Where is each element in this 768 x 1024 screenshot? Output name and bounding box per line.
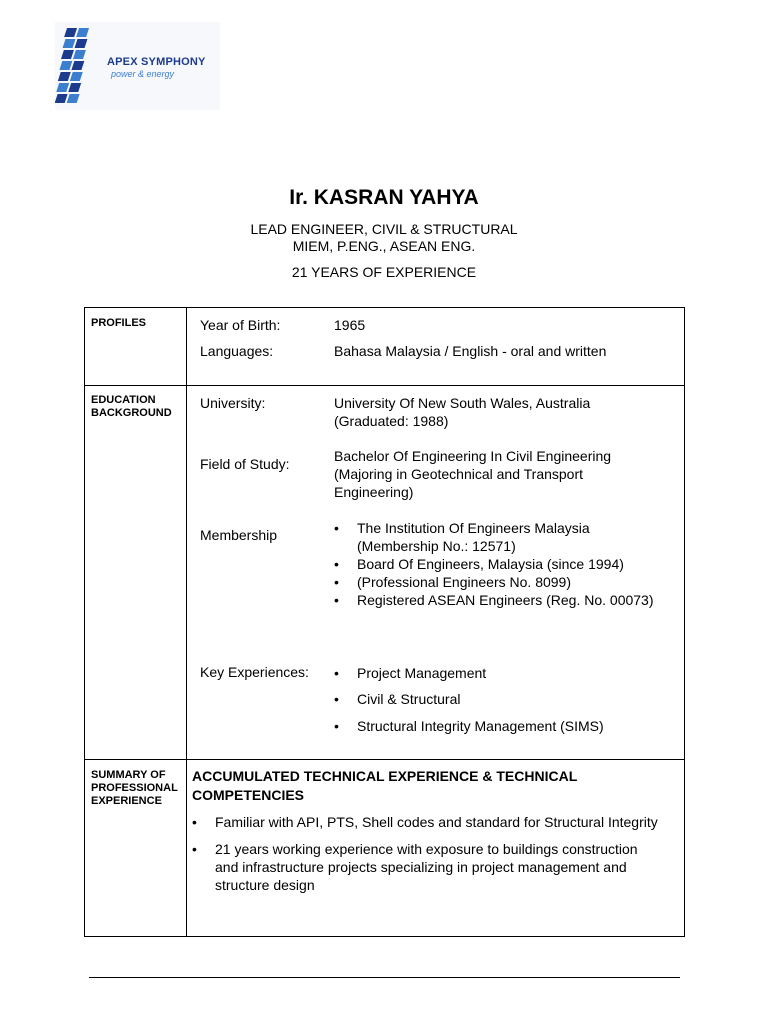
list-item: • Board Of Engineers, Malaysia (since 1994) [334, 555, 664, 573]
list-item: • Familiar with API, PTS, Shell codes and standard for Structural Integrity [192, 813, 662, 831]
languages-label: Languages: [200, 343, 274, 359]
list-item: • Structural Integrity Management (SIMS) [334, 717, 664, 735]
solar-panel-icon [55, 22, 115, 110]
university-label: University: [200, 395, 266, 411]
summary-heading: ACCUMULATED TECHNICAL EXPERIENCE & TECHNICAL COMPETENCIES [192, 768, 578, 803]
profile-table [84, 307, 685, 937]
list-item: • Civil & Structural [334, 690, 664, 708]
person-experience: 21 YEARS OF EXPERIENCE [291, 264, 477, 280]
membership-label: Membership [200, 527, 278, 543]
company-name: APEX SYMPHONY [107, 56, 206, 68]
person-credentials: MIEM, P.ENG., ASEAN ENG. [292, 238, 476, 254]
list-item: • Registered ASEAN Engineers (Reg. No. 00073) [334, 591, 664, 609]
person-name: Ir. KASRAN YAHYA [289, 186, 479, 209]
section-profiles: PROFILES [91, 317, 147, 329]
key-experiences-label: Key Experiences: [200, 664, 309, 680]
section-education: EDUCATION BACKGROUND [91, 394, 172, 419]
field-value: Bachelor Of Engineering In Civil Engineering (Majoring in Geotechnical and Transport Engineering) [334, 448, 612, 500]
row-divider [85, 759, 684, 760]
column-divider [186, 308, 187, 936]
list-item: • Project Management [334, 664, 664, 682]
key-experiences-list [334, 664, 664, 735]
company-tagline: power & energy [111, 69, 175, 79]
list-item: • The Institution Of Engineers Malaysia (Membership No.: 12571) [334, 519, 664, 555]
company-logo [55, 22, 220, 110]
section-summary: SUMMARY OF PROFESSIONAL EXPERIENCE [91, 769, 178, 807]
birth-label: Year of Birth: [200, 317, 281, 333]
row-divider [85, 385, 684, 386]
languages-value: Bahasa Malaysia / English - oral and written [334, 343, 607, 359]
footer-divider [89, 977, 680, 978]
summary-list [192, 813, 662, 894]
membership-list [334, 519, 664, 609]
list-item: • 21 years working experience with exposure to buildings construction and infrastructure projects specializing in project management and structure design [192, 840, 662, 894]
field-label: Field of Study: [200, 456, 290, 472]
person-title: LEAD ENGINEER, CIVIL & STRUCTURAL [250, 221, 518, 237]
birth-value: 1965 [334, 317, 366, 333]
university-value: University Of New South Wales, Australia (Graduated: 1988) [334, 395, 591, 429]
list-item: • (Professional Engineers No. 8099) [334, 573, 664, 591]
